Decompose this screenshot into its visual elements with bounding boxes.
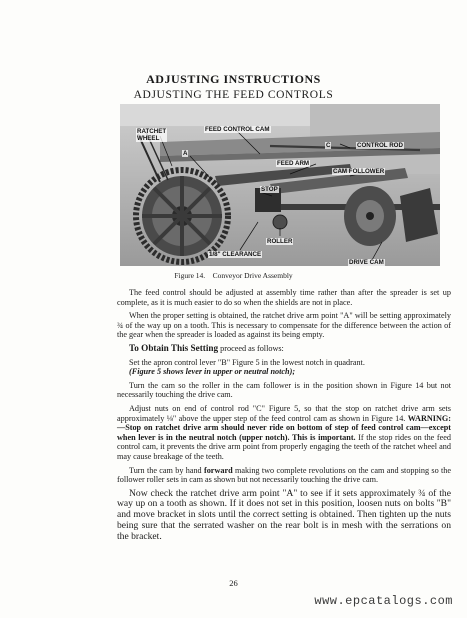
- callout-roller: ROLLER: [267, 238, 293, 245]
- callout-control-rod: CONTROL ROD: [357, 142, 403, 149]
- callout-c: C: [326, 142, 331, 149]
- callout-feed-control-cam: FEED CONTROL CAM: [205, 126, 270, 133]
- figure-caption-text: Conveyor Drive Assembly: [212, 271, 293, 280]
- paragraph-obtain-setting: [117, 344, 451, 354]
- turn-forward-a: Turn the cam by hand: [129, 465, 204, 475]
- paragraph-turn-cam: Turn the cam so the roller in the cam follower is in the position shown in Figure 14 but not necessarily touching the drive cam.: [117, 380, 451, 400]
- callout-drive-cam: DRIVE CAM: [349, 259, 384, 266]
- callout-point-a: A: [183, 150, 188, 157]
- figure-caption-label: Figure 14.: [174, 271, 206, 280]
- warning-text: WARNING:—Stop on ratchet drive arm should never ride on bottom of step of feed control cam—except when lever is in the neutral notch (upper notch). This is important.: [117, 413, 451, 442]
- turn-forward-b: making two complete revolutions on the cam and stopping so the follower roller sets in cam as shown but not necessarily touching the drive cam.: [117, 465, 451, 485]
- paragraph-figure5-note: (Figure 5 shows lever in upper or neutral notch);: [129, 367, 296, 377]
- page-title: ADJUSTING INSTRUCTIONS: [146, 72, 321, 86]
- watermark: www.epcatalogs.com: [314, 594, 453, 608]
- callout-clearance: 1/8" CLEARANCE: [209, 251, 262, 258]
- paragraph-check-point: Now check the ratchet drive arm point "A" to see if it sets approximately ¾ of the way up on a tooth as shown. If it does not set in this position, loosen nuts on bolts "B" and move bracket in slots until the correct setting is obtained. Then tighten up the nuts being sure that the serrated washer on the rear bolt is in mesh with the serrations on the bracket.: [117, 487, 451, 542]
- paragraph-proper-setting: When the proper setting is obtained, the ratchet drive arm point "A" will be setting approximately ¾ of the way up on a tooth. This is necessary to compensate for the difference between the action of the gear when the spreader is loaded as against its being empty.: [117, 311, 451, 340]
- paragraph-adjust-nuts: [117, 404, 451, 462]
- paragraph-intro: The feed control should be adjusted at assembly time rather than after the spreader is set up complete, as it is much easier to do so when the shields are not in place.: [117, 288, 451, 307]
- callout-cam-follower: CAM FOLLOWER: [333, 168, 385, 175]
- callout-feed-arm: FEED ARM: [277, 160, 310, 167]
- figure-caption: [0, 271, 467, 280]
- page-number: 26: [229, 578, 238, 588]
- adjust-nuts-tail: If the stop rides on the feed control cam, it prevents the drive arm point from properly engaging the teeth of the ratchet wheel and may cause breakage of the teeth.: [117, 432, 451, 461]
- adjust-nuts-text: Adjust nuts on end of control rod "C" Figure 5, so that the stop on ratchet drive arm sets approximately ⅛" above the upper step of the feed control cam as shown in Figure 14.: [117, 403, 451, 423]
- callout-stop: STOP: [261, 186, 278, 193]
- page-subtitle: ADJUSTING THE FEED CONTROLS: [133, 89, 334, 101]
- paragraph-set-lever: Set the apron control lever "B" Figure 5 in the lowest notch in quadrant.: [129, 357, 365, 367]
- instructions-body: [117, 288, 451, 547]
- obtain-setting-rest: proceed as follows:: [218, 343, 284, 353]
- turn-forward-strong: forward: [203, 465, 233, 475]
- paragraph-turn-forward: [117, 466, 451, 485]
- subheading-obtain-setting: To Obtain This Setting: [129, 342, 219, 353]
- callout-ratchet-wheel: RATCHET WHEEL: [137, 128, 167, 142]
